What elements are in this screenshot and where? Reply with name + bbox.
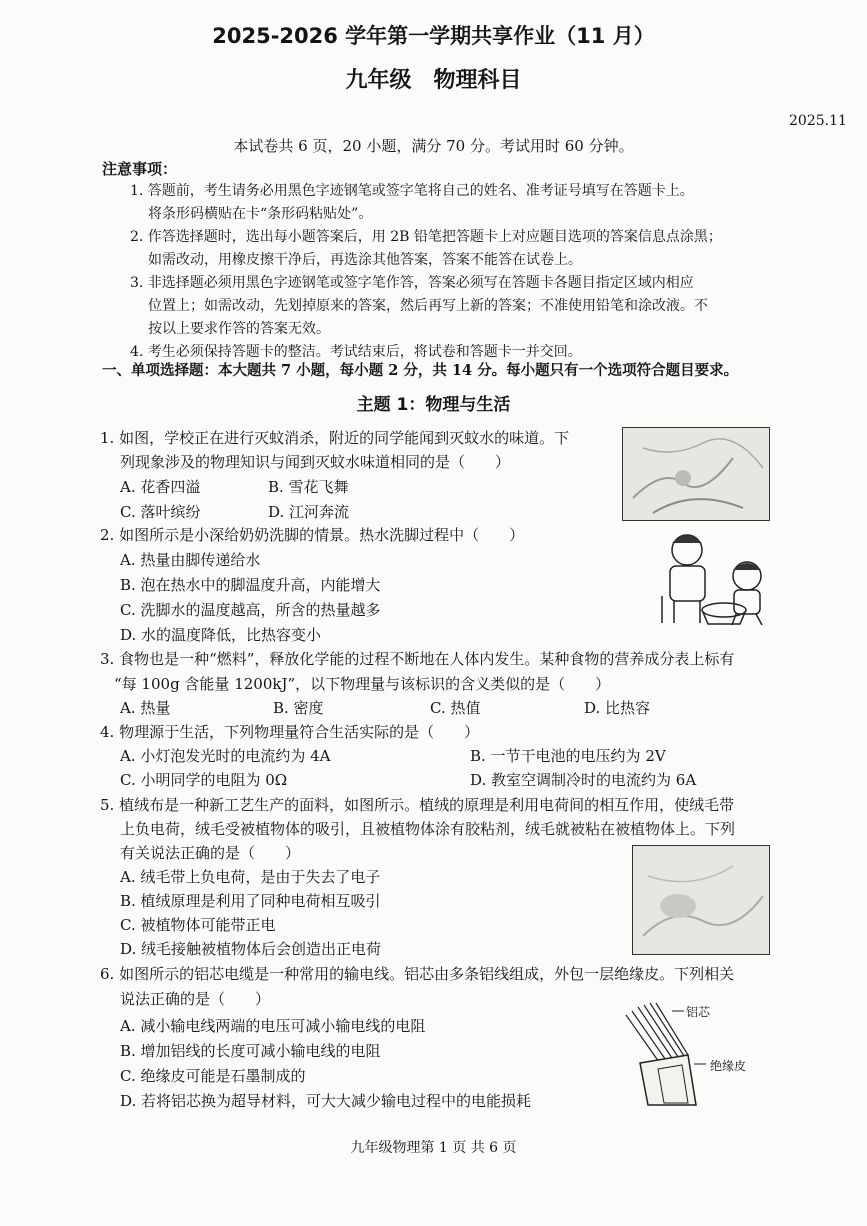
flocked-fabric-photo — [632, 845, 770, 955]
label-insulation: 绝缘皮 — [710, 1059, 747, 1073]
section-heading: 一、单项选择题：本大题共 7 小题，每小题 2 分，共 14 分。每小题只有一个选项符合题目要求。 — [102, 362, 739, 379]
option-c: C. 被植物体可能带正电 — [120, 916, 276, 934]
option-c: C. 小明同学的电阻为 0Ω — [120, 771, 288, 789]
question-5-stem: 有关说法正确的是（ ） — [120, 844, 301, 862]
notice-line: 按以上要求作答的答案无效。 — [148, 321, 330, 337]
option-b: B. 植绒原理是利用了同种电荷相互吸引 — [120, 892, 381, 910]
photo-texture — [633, 846, 769, 954]
option-d: D. 教室空调制冷时的电流约为 6A — [470, 771, 697, 789]
option-c: C. 洗脚水的温度越高，所含的热量越多 — [120, 601, 381, 619]
notice-line: 如需改动，用橡皮擦干净后，再选涂其他答案，答案不能答在试卷上。 — [148, 252, 582, 268]
question-6-stem: 说法正确的是（ ） — [120, 990, 271, 1008]
question-1-stem: 列现象涉及的物理知识与闻到灭蚊水味道相同的是（ ） — [120, 453, 511, 471]
option-a: A. 花香四溢 — [120, 478, 201, 496]
question-2-stem: 2. 如图所示是小深给奶奶洗脚的情景。热水洗脚过程中（ ） — [100, 526, 525, 544]
option-a: A. 绒毛带上负电荷，是由于失去了电子 — [120, 868, 381, 886]
option-c: C. 落叶缤纷 — [120, 503, 201, 521]
photo-texture — [623, 428, 769, 520]
option-d: D. 比热容 — [584, 699, 651, 717]
option-d: D. 水的温度降低，比热容变小 — [120, 626, 322, 644]
mosquito-spraying-photo — [622, 427, 770, 521]
option-a: A. 减小输电线两端的电压可减小输电线的电阻 — [120, 1017, 426, 1035]
notice-line: 4. 考生必须保持答题卡的整洁。考试结束后，将试卷和答题卡一并交回。 — [130, 344, 582, 360]
notice-line: 3. 非选择题必须用黑色字迹钢笔或签字笔作答，答案必须写在答题卡各题目指定区域内相应 — [130, 275, 694, 291]
option-b: B. 一节干电池的电压约为 2V — [470, 747, 666, 765]
foot-washing-illustration — [652, 528, 772, 628]
question-1-stem: 1. 如图，学校正在进行灭蚊消杀，附近的同学能闻到灭蚊水的味道。下 — [100, 429, 570, 447]
option-b: B. 密度 — [273, 699, 324, 717]
option-c: C. 绝缘皮可能是石墨制成的 — [120, 1067, 306, 1085]
label-aluminum-core: 铝芯 — [686, 1005, 711, 1019]
page-footer: 九年级物理第 1 页 共 6 页 — [350, 1140, 517, 1156]
question-3-stem: “每 100g 含能量 1200kJ”，以下物理量与该标识的含义类似的是（ ） — [114, 675, 611, 693]
page-title: 2025-2026 学年第一学期共享作业（11 月） — [212, 24, 655, 48]
question-3-stem: 3. 食物也是一种“燃料”，释放化学能的过程不断地在人体内发生。某种食物的营养成分表上标有 — [100, 650, 735, 668]
option-b: B. 雪花飞舞 — [268, 478, 349, 496]
notice-line: 2. 作答选择题时，选出每小题答案后，用 2B 铅笔把答题卡上对应题目选项的答案信息点涂黑； — [130, 229, 722, 245]
option-d: D. 江河奔流 — [268, 503, 350, 521]
notice-heading: 注意事项： — [102, 160, 178, 178]
question-5-stem: 5. 植绒布是一种新工艺生产的面料，如图所示。植绒的原理是利用电荷间的相互作用，使绒毛带 — [100, 796, 735, 814]
notice-line: 位置上；如需改动，先划掉原来的答案，然后再写上新的答案；不准使用铅笔和涂改液。不 — [148, 298, 708, 314]
option-a: A. 热量 — [120, 699, 171, 717]
option-d: D. 若将铝芯换为超导材料，可大大减少输电过程中的电能损耗 — [120, 1092, 532, 1110]
question-4-stem: 4. 物理源于生活，下列物理量符合生活实际的是（ ） — [100, 723, 480, 741]
notice-line: 将条形码横贴在卡“条形码粘贴处”。 — [148, 206, 373, 222]
option-d: D. 绒毛接触被植物体后会创造出正电荷 — [120, 940, 382, 958]
option-b: B. 增加铝线的长度可减小输电线的电阻 — [120, 1042, 381, 1060]
page-subtitle: 九年级 物理科目 — [345, 68, 522, 93]
question-5-stem: 上负电荷，绒毛受被植物体的吸引，且被植物体涂有胶粘剂，绒毛就被粘在被植物体上。下列 — [120, 820, 736, 838]
exam-date: 2025.11 — [789, 113, 847, 129]
option-a: A. 小灯泡发光时的电流约为 4A — [120, 747, 331, 765]
option-c: C. 热值 — [430, 699, 481, 717]
option-a: A. 热量由脚传递给水 — [120, 551, 261, 569]
option-b: B. 泡在热水中的脚温度升高，内能增大 — [120, 576, 381, 594]
exam-info: 本试卷共 6 页，20 小题，满分 70 分。考试用时 60 分钟。 — [233, 137, 634, 155]
theme-heading: 主题 1：物理与生活 — [356, 395, 511, 415]
notice-line: 1. 答题前，考生请务必用黑色字迹钢笔或签字笔将自己的姓名、准考证号填写在答题卡上。 — [130, 183, 694, 199]
question-6-stem: 6. 如图所示的铝芯电缆是一种常用的输电线。铝芯由多条铝线组成，外包一层绝缘皮。下列相关 — [100, 965, 735, 983]
